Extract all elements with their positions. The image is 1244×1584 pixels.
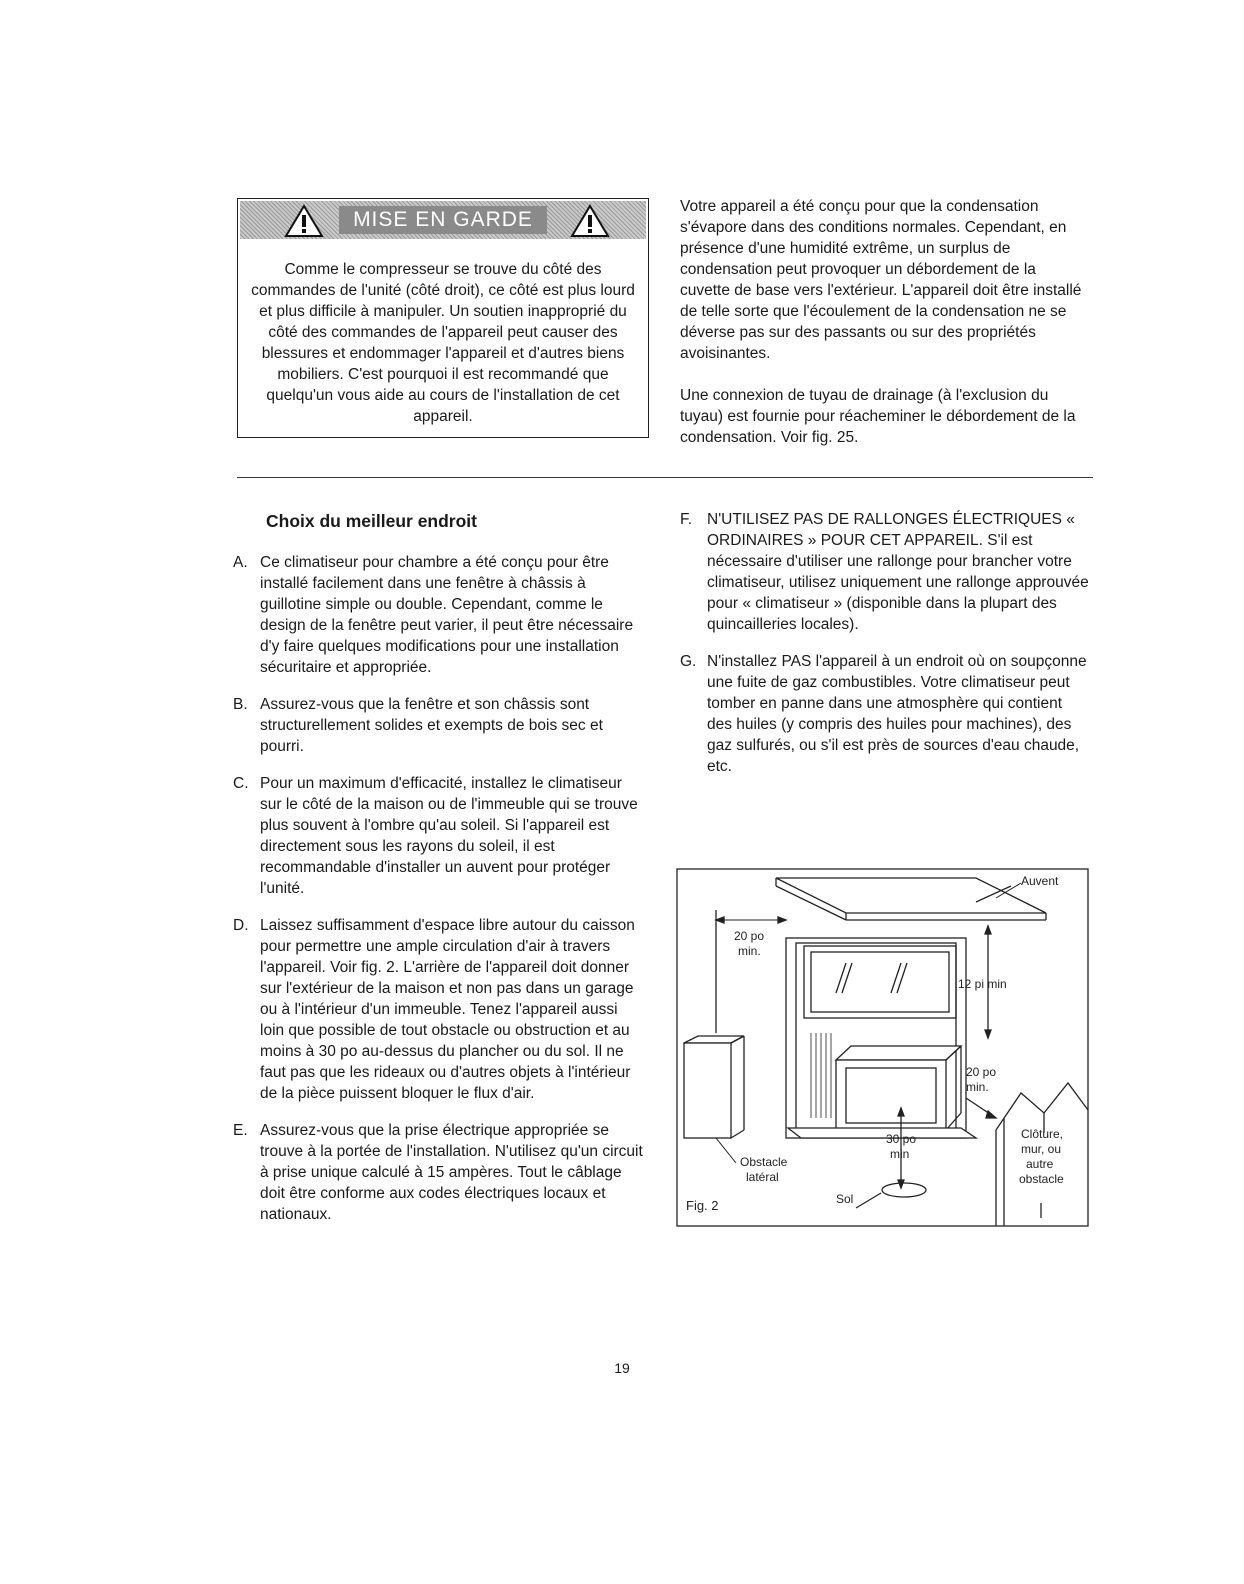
right-list bbox=[680, 509, 1090, 793]
drain-paragraph: Une connexion de tuyau de drainage (à l'exclusion du tuyau) est fournie pour réacheminer le débordement de la condensation. Voir fig. 25. bbox=[680, 387, 1076, 446]
warning-triangle-icon bbox=[570, 204, 610, 238]
warning-header bbox=[240, 201, 646, 239]
list-item bbox=[680, 509, 1090, 635]
label-cloture-2: mur, ou bbox=[1021, 1142, 1062, 1156]
list-item bbox=[233, 773, 645, 899]
label-cloture-4: obstacle bbox=[1019, 1172, 1064, 1186]
section-divider bbox=[237, 477, 1093, 478]
label-obstacle-2: latéral bbox=[746, 1170, 779, 1184]
side-obstacle bbox=[684, 1043, 731, 1138]
item-letter: E. bbox=[233, 1122, 248, 1139]
left-list bbox=[233, 552, 645, 1241]
item-letter: C. bbox=[233, 775, 249, 792]
label-side-top-1: 20 po bbox=[734, 929, 765, 943]
label-floor-1: 30 po bbox=[886, 1132, 917, 1146]
warning-box bbox=[237, 198, 649, 438]
item-letter: F. bbox=[680, 511, 693, 528]
item-text: Ce climatiseur pour chambre a été conçu pour être installé facilement dans une fenêtre à châssis à guillotine simple ou double. Cependant, comme le design de la fenêtre peut varier, il peut être nécessaire d'y faire quelques modifications pour une installation sécuritaire et appropriée. bbox=[260, 554, 634, 676]
list-item bbox=[680, 651, 1090, 777]
warning-title: MISE EN GARDE bbox=[339, 206, 547, 234]
label-right-side-2: min. bbox=[966, 1080, 989, 1094]
warning-triangle-icon bbox=[284, 204, 324, 238]
label-obstacle-1: Obstacle bbox=[740, 1155, 788, 1169]
list-item bbox=[233, 552, 645, 678]
item-text: Assurez-vous que la prise électrique appropriée se trouve à la portée de l'installation. N'utilisez qu'un circuit à prise unique calculé à 15 ampères. Tout le câblage doit être conforme aux codes électriques locaux et nationaux. bbox=[260, 1122, 643, 1223]
label-auvent: Auvent bbox=[1021, 874, 1059, 888]
condensation-paragraph: Votre appareil a été conçu pour que la condensation s'évapore dans des conditions normales. Cependant, en présence d'une humidité extrême, un surplus de condensation peut provoquer un débordement de la cuvette de base vers l'extérieur. L'appareil doit être installé de telle sorte que l'écoulement de la condensation ne se déverse pas sur des passants ou sur des propriétés avoisinantes. bbox=[680, 198, 1082, 362]
label-top-clearance: 12 pi min bbox=[958, 977, 1007, 991]
item-text: Assurez-vous que la fenêtre et son châssis sont structurellement solides et exempts de bois sec et pourri. bbox=[260, 696, 603, 755]
item-letter: D. bbox=[233, 917, 249, 934]
window-glass bbox=[811, 952, 949, 1012]
section-title: Choix du meilleur endroit bbox=[266, 511, 477, 531]
label-sol: Sol bbox=[836, 1192, 854, 1206]
label-cloture-3: autre bbox=[1026, 1157, 1054, 1171]
label-right-side-1: 20 po bbox=[966, 1065, 997, 1079]
label-cloture-1: Clôture, bbox=[1021, 1127, 1064, 1141]
item-text: Laissez suffisamment d'espace libre autour du caisson pour permettre une ample circulation d'air à travers l'appareil. Voir fig. 2. L'arrière de l'appareil doit donner sur l'extérieur de la maison et non pas dans un garage ou à l'intérieur d'un immeuble. Tenez l'appareil aussi loin que possible de tout obstacle ou obstruction et au moins à 30 po au-dessus du plancher ou du sol. Il ne faut pas que les rideaux ou d'autres objets à l'intérieur de la pièce puissent bloquer le flux d'air. bbox=[260, 917, 635, 1102]
list-item bbox=[233, 694, 645, 757]
page-number: 19 bbox=[614, 1360, 630, 1376]
figure-caption: Fig. 2 bbox=[686, 1198, 719, 1213]
item-text: Pour un maximum d'efficacité, installez le climatiseur sur le côté de la maison ou de l'immeuble qui se trouve plus souvent à l'ombre qu'au soleil. Si l'appareil est directement sous les rayons du soleil, il est recommandable d'installer un auvent pour protéger l'unité. bbox=[260, 775, 638, 897]
ac-unit bbox=[836, 1046, 961, 1060]
item-letter: G. bbox=[680, 653, 697, 670]
item-text: N'UTILISEZ PAS DE RALLONGES ÉLECTRIQUES « ORDINAIRES » POUR CET APPAREIL. S'il est nécessaire d'utiliser une rallonge pour brancher votre climatiseur, utilisez uniquement une rallonge approuvée pour « climatiseur » (disponible dans la plupart des quincailleries locales). bbox=[707, 511, 1089, 633]
item-letter: B. bbox=[233, 696, 248, 713]
list-item bbox=[233, 915, 645, 1104]
awning bbox=[776, 878, 1046, 913]
item-letter: A. bbox=[233, 554, 248, 571]
list-item bbox=[233, 1120, 645, 1225]
item-text: N'installez PAS l'appareil à un endroit où on soupçonne une fuite de gaz combustibles. Votre climatiseur peut tomber en panne dans une atmosphère qui contient des huiles (y compris des huiles pour machines), des gaz sulfurés, ou s'il est près de sources d'eau chaude, etc. bbox=[707, 653, 1087, 775]
warning-text: Comme le compresseur se trouve du côté des commandes de l'unité (côté droit), ce côté est plus lourd et plus difficile à manipuler. Un soutien inapproprié du côté des commandes de l'appareil peut causer des blessures et endommager l'appareil et d'autres biens mobiliers. C'est pourquoi il est recommandé que quelqu'un vous aide au cours de l'installation de cet appareil. bbox=[251, 261, 635, 425]
label-floor-2: min bbox=[890, 1147, 910, 1161]
label-side-top-2: min. bbox=[738, 944, 761, 958]
installation-figure bbox=[676, 868, 1090, 1228]
